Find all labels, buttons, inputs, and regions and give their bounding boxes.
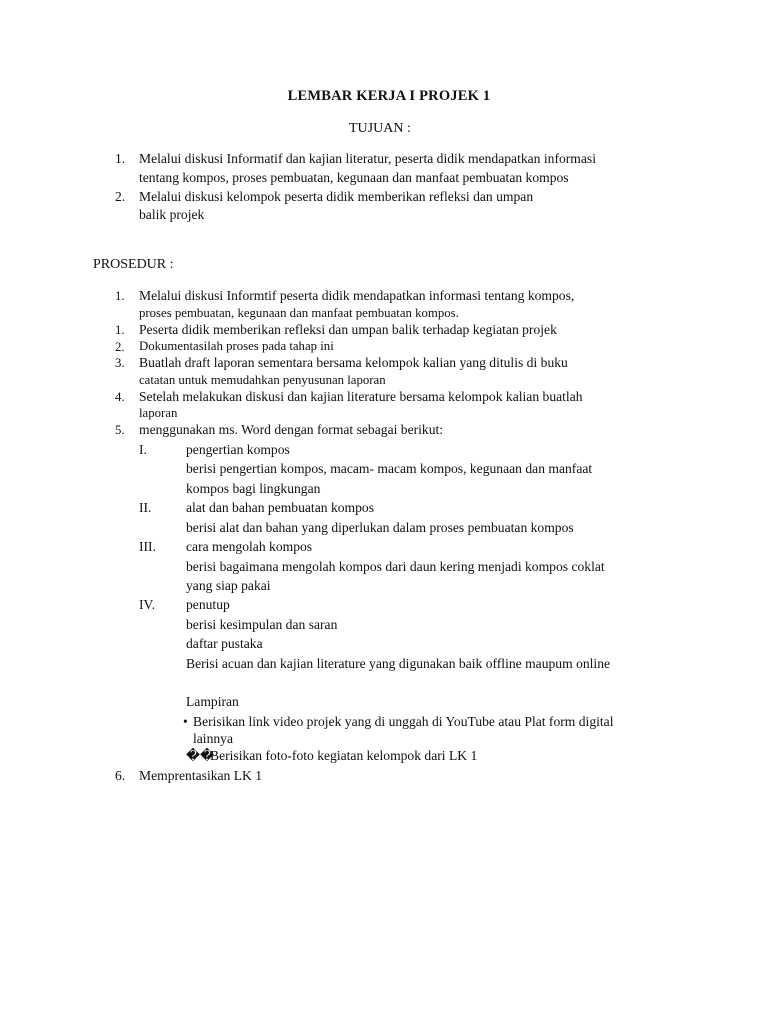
- prosedur-item-line: menggunakan ms. Word dengan format sebagai berikut:: [139, 422, 444, 437]
- tujuan-item-1-number: 1.: [115, 151, 126, 166]
- prosedur-item-line: laporan: [139, 406, 178, 420]
- prosedur-item-line: Buatlah draft laporan sementara bersama kelompok kalian yang ditulis di buku: [139, 355, 568, 370]
- format-section-1-description: berisi pengertian kompos, macam- macam kompos, kegunaan dan manfaat: [186, 461, 593, 476]
- tujuan-item-2-line-1: Melalui diskusi kelompok peserta didik memberikan refleksi dan umpan: [139, 189, 534, 204]
- prosedur-item-number: 3.: [115, 356, 125, 370]
- format-section-2-label: alat dan bahan pembuatan kompos: [186, 500, 374, 515]
- prosedur-item-line: Peserta didik memberikan refleksi dan umpan balik terhadap kegiatan projek: [139, 322, 557, 337]
- format-section-1-label: pengertian kompos: [186, 442, 290, 457]
- format-section-1-numeral: I.: [139, 442, 147, 457]
- tujuan-item-2-line-2: balik projek: [139, 207, 205, 222]
- format-section-3-label: cara mengolah kompos: [186, 539, 313, 554]
- format-section-4-description: daftar pustaka: [186, 636, 263, 651]
- missing-glyph-icon: ��: [186, 748, 214, 763]
- prosedur-item-line: Setelah melakukan diskusi dan kajian literature bersama kelompok kalian buatlah: [139, 389, 583, 404]
- format-section-4-description: Berisi acuan dan kajian literature yang digunakan baik offline maupum online: [186, 656, 611, 671]
- format-section-4-numeral: IV.: [139, 597, 155, 612]
- lampiran-item-2-text: Berisikan foto-foto kegiatan kelompok dari LK 1: [210, 748, 478, 763]
- lampiran-item-1-line: lainnya: [193, 731, 234, 746]
- prosedur-item-line: Melalui diskusi Informtif peserta didik mendapatkan informasi tentang kompos,: [139, 288, 575, 303]
- tujuan-heading: TUJUAN :: [349, 121, 411, 136]
- lampiran-item-1-line: Berisikan link video projek yang di unggah di YouTube atau Plat form digital: [193, 714, 614, 729]
- document-title: LEMBAR KERJA I PROJEK 1: [287, 88, 491, 104]
- format-section-4-description: berisi kesimpulan dan saran: [186, 617, 338, 632]
- format-section-4-label: penutup: [186, 597, 230, 612]
- prosedur-item-number: 4.: [115, 390, 125, 404]
- tujuan-item-1-line-2: tentang kompos, proses pembuatan, kegunaan dan manfaat pembuatan kompos: [139, 170, 569, 185]
- tujuan-item-2-number: 2.: [115, 189, 126, 204]
- prosedur-item-number: 2.: [115, 340, 125, 354]
- prosedur-item-6-number: 6.: [115, 768, 126, 783]
- prosedur-heading: PROSEDUR :: [93, 257, 174, 272]
- format-section-1-description: kompos bagi lingkungan: [186, 481, 321, 496]
- bullet-icon: •: [183, 714, 188, 729]
- format-section-3-description: yang siap pakai: [186, 578, 271, 593]
- prosedur-item-line: Dokumentasilah proses pada tahap ini: [139, 339, 334, 353]
- prosedur-item-line: catatan untuk memudahkan penyusunan laporan: [139, 373, 386, 387]
- format-section-2-numeral: II.: [139, 500, 152, 515]
- format-section-3-numeral: III.: [139, 539, 156, 554]
- prosedur-item-number: 1.: [115, 289, 125, 303]
- prosedur-item-6-text: Memprentasikan LK 1: [139, 768, 263, 783]
- lampiran-heading: Lampiran: [186, 694, 239, 709]
- tujuan-item-1-line-1: Melalui diskusi Informatif dan kajian literatur, peserta didik mendapatkan informasi: [139, 151, 596, 166]
- format-section-3-description: berisi bagaimana mengolah kompos dari daun kering menjadi kompos coklat: [186, 559, 605, 574]
- format-section-2-description: berisi alat dan bahan yang diperlukan dalam proses pembuatan kompos: [186, 520, 574, 535]
- prosedur-item-number: 5.: [115, 423, 125, 437]
- prosedur-item-line: proses pembuatan, kegunaan dan manfaat pembuatan kompos.: [139, 306, 459, 320]
- prosedur-item-number: 1.: [115, 323, 125, 337]
